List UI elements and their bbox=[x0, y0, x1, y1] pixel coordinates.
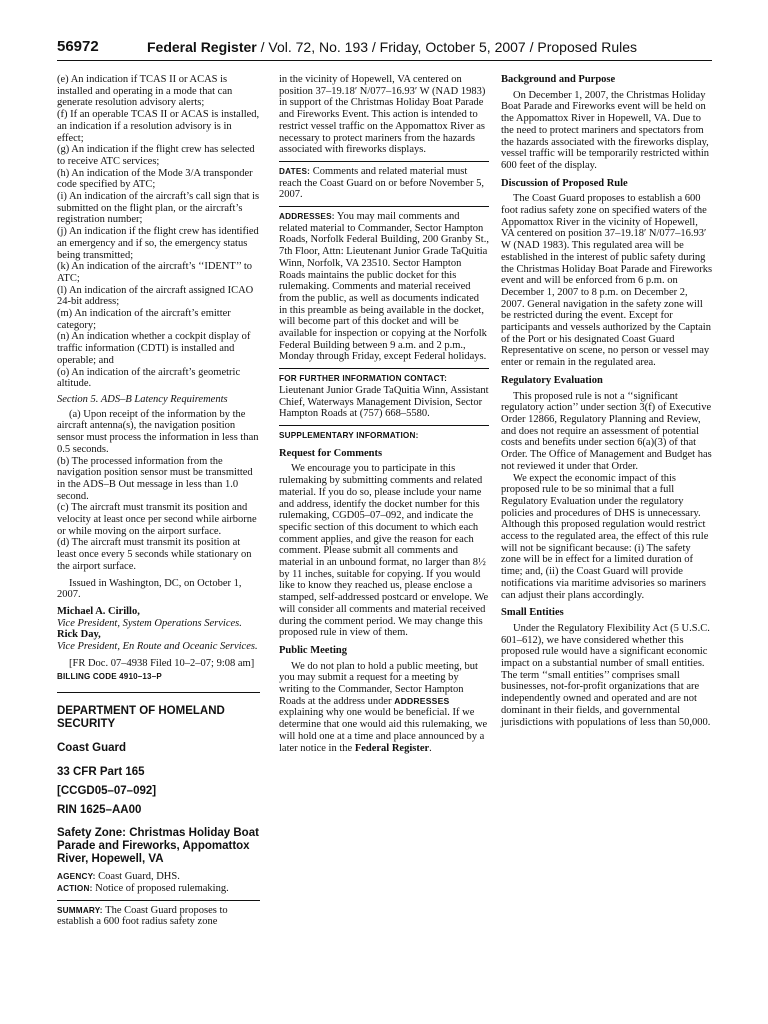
supplementary-label: SUPPLEMENTARY INFORMATION: bbox=[279, 430, 419, 440]
list-item: (e) An indication if TCAS II or ACAS is installed and operating in a mode that can generate resolution advisory alerts; bbox=[57, 74, 233, 109]
regulatory-text-2: We expect the economic impact of this proposed rule to be so minimal that a full Regulatory Evaluation under the regulatory policies and procedures of DHS is unnecessary. Although this proposed regulation would restrict access to the regulated area, the effect of this rule will not be significant because: (i) The safety zone will be in effect for a limited duration of time; and, (ii) the Coast Guard will provide notifications via maritime advisories so mariners can adjust their plans accordingly. bbox=[501, 472, 709, 601]
journal-name: Federal Register bbox=[147, 39, 257, 55]
request-comments-text: We encourage you to participate in this rulemaking by submitting comments and related material. If you do so, please include your name and address, identify the docket number for this rulemaking, CGD05–07–092, and indicate the specific section of this document to which each comment applies, and give the reason for each comment. Please submit all comments and material in an unbound format, no larger than 8½ by 11 inches, suitable for copying. If you would like to know they reached us, please enclose a stamped, self-addressed postcard or envelope. We will consider all comments and material received during the comment period. We may change this proposed rule in view of them. bbox=[279, 463, 489, 639]
page-number: 56972 bbox=[57, 38, 99, 55]
agency-line: AGENCY: Coast Guard, DHS. bbox=[57, 871, 180, 883]
issue-info: / Vol. 72, No. 193 / Friday, October 5, 2007 / Proposed Rules bbox=[256, 39, 638, 55]
list-item: (o) An indication of the aircraft’s geometric altitude. bbox=[57, 366, 241, 390]
department-heading: DEPARTMENT OF HOMELAND SECURITY bbox=[57, 705, 225, 731]
list-item: (i) An indication of the aircraft’s call sign that is submitted on the flight plan, or the aircraft’s registration number; bbox=[57, 191, 260, 226]
docket-heading: [CCGD05–07–092] bbox=[57, 785, 157, 798]
latency-item: (d) The aircraft must transmit its position at least once every 5 seconds while stationary on the airport surface. bbox=[57, 537, 252, 572]
list-item: (j) An indication if the flight crew has identified an emergency and if so, the emergency status being transmitted; bbox=[57, 226, 259, 261]
discussion-text: The Coast Guard proposes to establish a 600 foot radius safety zone on specified waters of the Appomattox River in the vicinity of Hopewell, VA centered on position 37–19.18′ N/077–16.93′ W (NAD 1983). This regulated area will be established in the interest of public safety during the Christmas Holiday Boat Parade and Fireworks event and will be enforced from 6 p.m. on December 1, 2007 to 8 p.m. on December 2, 2007. General navigation in the safety zone will be restricted during the event. Except for participants and vessels authorized by the Captain of the Port or his designated Coast Guard Representative on scene, no person or vessel may enter or remain in the regulated area. bbox=[501, 193, 713, 369]
summary-continued: in the vicinity of Hopewell, VA centered on position 37–19.18′ N/077–16.93′ W (NAD 1983) in support of the Christmas Holiday Boat Parade and Fireworks Event. This action is intended to restrict vessel traffic on the Appomattox River as necessary to protect mariners from the hazards associated with fireworks displays. bbox=[279, 74, 486, 156]
list-item: (f) If an operable TCAS II or ACAS is installed, an indication if a resolution advisory is in effect; bbox=[57, 109, 260, 144]
divider bbox=[57, 692, 260, 693]
page-header bbox=[57, 38, 712, 61]
public-meeting-text: We do not plan to hold a public meeting, but you may submit a request for a meeting by writing to the Commander, Sector Hampton Roads at the address under ADDRESSES explaining why one would be beneficial. If we determine that one would aid this rulemaking, we will hold one at a time and place announced by a later notice in the Federal Register. bbox=[279, 660, 488, 754]
list-item: (k) An indication of the aircraft’s ‘‘IDENT’’ to ATC; bbox=[57, 261, 253, 284]
section-5-title: Section 5. ADS–B Latency Requirements bbox=[57, 393, 228, 405]
small-entities-title: Small Entities bbox=[501, 607, 564, 619]
header-citation bbox=[147, 39, 637, 55]
contact-text: Lieutenant Junior Grade TaQuitia Winn, Assistant Chief, Waterways Management Division, Sector Hampton Roads at (757) 668–5580. bbox=[279, 384, 489, 420]
background-text: On December 1, 2007, the Christmas Holiday Boat Parade and Fireworks event will be held on the Appomattox River in Hopewell, VA. Due to the need to protect mariners and spectators from the hazards associated with the fireworks display, vessel traffic will be temporarily restricted within 600 feet of the display. bbox=[501, 89, 709, 171]
agency-heading: Coast Guard bbox=[57, 742, 127, 755]
public-meeting-title: Public Meeting bbox=[279, 644, 347, 656]
latency-item: (c) The aircraft must transmit its position and velocity at least once per second while airborne or while moving on the airport surface. bbox=[57, 502, 257, 537]
fr-doc: [FR Doc. 07–4938 Filed 10–2–07; 9:08 am] bbox=[69, 657, 255, 669]
latency-item: (b) The processed information from the navigation position sensor must be transmitted in the ADS–B Out message in less than 1.0 second. bbox=[57, 455, 253, 502]
signer-2-title: Vice President, En Route and Oceanic Services. bbox=[57, 641, 258, 653]
regulatory-title: Regulatory Evaluation bbox=[501, 374, 603, 386]
list-item: (n) An indication whether a cockpit display of traffic information (CDTI) is installed and operable; and bbox=[57, 331, 251, 366]
billing-code: BILLING CODE 4910–13–P bbox=[57, 672, 162, 682]
latency-item: (a) Upon receipt of the information by the aircraft antenna(s), the navigation position sensor must process the information in less than 0.5 seconds. bbox=[57, 408, 259, 455]
signer-1-title: Vice President, System Operations Services. bbox=[57, 617, 242, 629]
column-2 bbox=[279, 74, 489, 754]
discussion-title: Discussion of Proposed Rule bbox=[501, 177, 628, 189]
small-entities-text: Under the Regulatory Flexibility Act (5 U.S.C. 601–612), we have considered whether this proposed rule would have a significant economic impact on a substantial number of small entities. The term ‘‘small entities’’ comprises small businesses, not-for-profit organizations that are independently owned and operated and are not dominant in their fields, and governmental jurisdictions with populations of less than 50,000. bbox=[501, 622, 711, 728]
column-3 bbox=[501, 74, 713, 728]
request-comments-title: Request for Comments bbox=[279, 447, 383, 459]
contact-label: FOR FURTHER INFORMATION CONTACT: bbox=[279, 374, 448, 384]
list-item: (g) An indication if the flight crew has selected to receive ATC services; bbox=[57, 144, 255, 167]
list-item: (l) An indication of the aircraft assigned ICAO 24-bit address; bbox=[57, 284, 254, 308]
rin-heading: RIN 1625–AA00 bbox=[57, 804, 142, 817]
regulatory-text-1: This proposed rule is not a ‘‘significant regulatory action’’ under section 3(f) of Executive Order 12866, Regulatory Planning and Review, and does not require an assessment of potential costs and benefits under section 6(a)(3) of that Order. The Office of Management and Budget has not reviewed it under that Order. bbox=[501, 390, 712, 472]
dates-section: DATES: Comments and related material must reach the Coast Guard on or before November 5, 2007. bbox=[279, 165, 484, 201]
background-title: Background and Purpose bbox=[501, 74, 616, 85]
action-line: ACTION: Notice of proposed rulemaking. bbox=[57, 882, 229, 894]
summary-line: SUMMARY: The Coast Guard proposes to establish a 600 foot radius safety zone bbox=[57, 904, 228, 928]
signer-2-name: Rick Day, bbox=[57, 629, 101, 641]
list-item: (h) An indication of the Mode 3/A transponder code specified by ATC; bbox=[57, 167, 253, 191]
addresses-section: ADDRESSES: You may mail comments and related material to Commander, Sector Hampton Roads, Norfolk Federal Building, 200 Granby St., 7th Floor, Attn: Lieutenant Junior Grade TaQuitia Winn, Norfolk, VA 23510. Sector Hampton Roads maintains the public docket for this rulemaking. Comments and material received from the public, as well as documents indicated in this preamble as being available in the docket, will become part of this docket and will be available for inspection or copying at the Norfolk Federal Building between 9 a.m. and 2 p.m., Monday through Friday, except Federal holidays. bbox=[279, 211, 489, 363]
list-item: (m) An indication of the aircraft’s emitter category; bbox=[57, 308, 231, 331]
column-1 bbox=[57, 74, 260, 928]
signer-1-name: Michael A. Cirillo, bbox=[57, 605, 140, 617]
cfr-heading: 33 CFR Part 165 bbox=[57, 766, 145, 779]
issued-statement: Issued in Washington, DC, on October 1, 2007. bbox=[57, 577, 242, 601]
rule-title: Safety Zone: Christmas Holiday Boat Parade and Fireworks, Appomattox River, Hopewell, VA bbox=[57, 827, 259, 866]
